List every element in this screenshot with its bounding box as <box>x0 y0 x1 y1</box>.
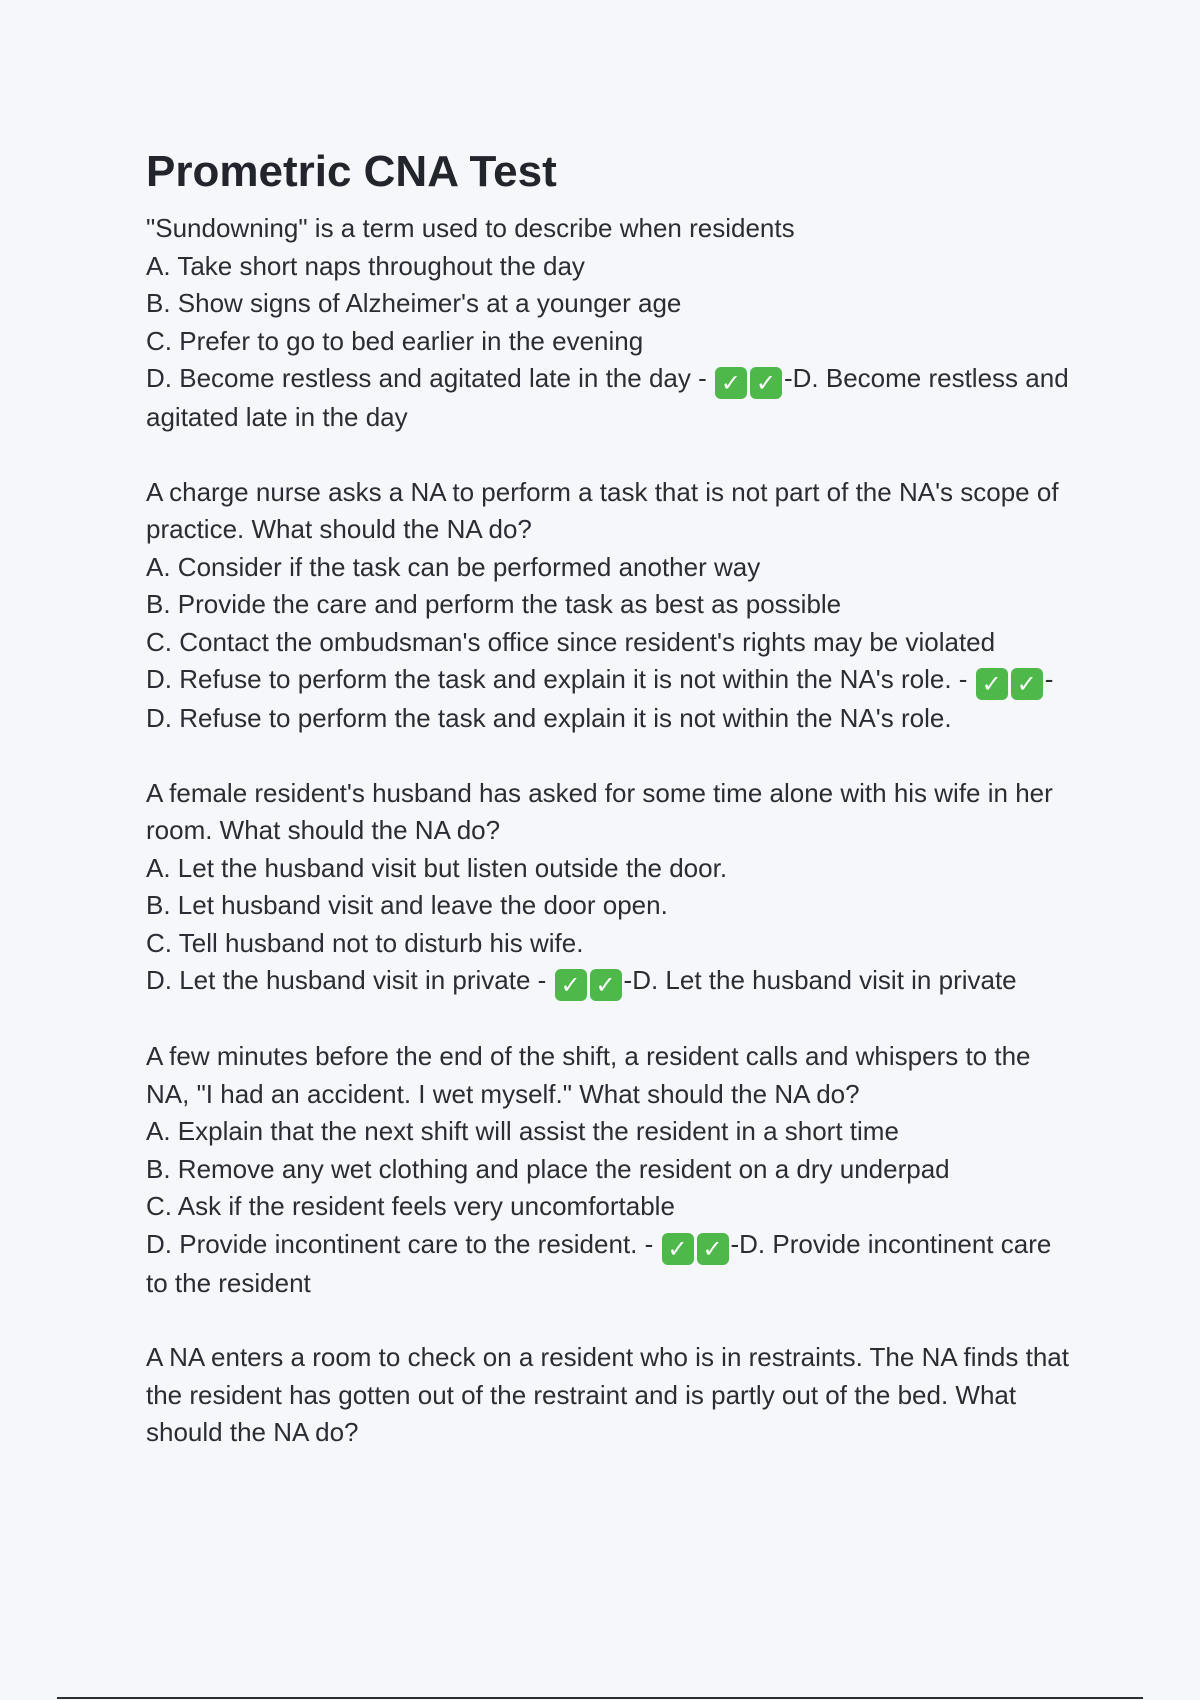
answer-option: C. Prefer to go to bed earlier in the evening <box>146 325 644 356</box>
correct-answer-explanation: -D. Provide incontinent care to the resident <box>146 1228 1052 1298</box>
question-text: A female resident's husband has asked for some time alone with his wife in her room. What should the NA do? <box>146 777 1053 845</box>
question-text: A NA enters a room to check on a resident who is in restraints. The NA finds that the resident has gotten out of the restraint and is partly out of the bed. What should the NA do? <box>146 1342 1069 1447</box>
answer-option: B. Let husband visit and leave the door open. <box>146 890 668 920</box>
correct-answer-option: D. Provide incontinent care to the resident. - <box>146 1228 661 1259</box>
question-block <box>146 1038 1076 1302</box>
answer-option: A. Consider if the task can be performed another way <box>146 551 761 582</box>
correct-answer-explanation: -D. Refuse to perform the task and explain it is not within the NA's role. <box>146 664 1054 733</box>
correct-answer-line <box>146 661 1076 738</box>
correct-answer-option: D. Refuse to perform the task and explain it is not within the NA's role. - <box>146 664 975 694</box>
question-block <box>146 474 1076 738</box>
check-mark-icon: ✓ <box>1011 668 1043 700</box>
answer-option: C. Contact the ombudsman's office since resident's rights may be violated <box>146 626 996 657</box>
correct-answer-explanation: -D. Let the husband visit in private <box>623 965 1017 995</box>
correct-answer-option: D. Become restless and agitated late in the day - <box>146 363 714 393</box>
answer-option: B. Provide the care and perform the task as best as possible <box>146 589 842 619</box>
check-mark-icon: ✓ <box>750 367 782 399</box>
correct-answer-explanation: -D. Become restless and agitated late in the day <box>146 363 1069 432</box>
question-text: "Sundowning" is a term used to describe when residents <box>146 213 795 243</box>
page-title: Prometric CNA Test <box>146 147 557 196</box>
question-block <box>146 1339 1076 1452</box>
check-mark-icon: ✓ <box>662 1233 694 1265</box>
answer-option: A. Let the husband visit but listen outside the door. <box>146 852 728 883</box>
footer-divider <box>57 1697 1143 1699</box>
question-text: A few minutes before the end of the shift, a resident calls and whispers to the NA, "I had an accident. I wet myself." What should the NA do? <box>146 1041 1031 1109</box>
document-content <box>146 146 1076 1489</box>
correct-answer-line <box>146 962 1076 1001</box>
check-mark-icon: ✓ <box>697 1233 729 1265</box>
answer-option: C. Ask if the resident feels very uncomfortable <box>146 1191 675 1221</box>
answer-option: B. Show signs of Alzheimer's at a younger age <box>146 288 682 318</box>
answer-option: A. Take short naps throughout the day <box>146 250 585 281</box>
correct-answer-line <box>146 360 1076 437</box>
correct-answer-line <box>146 1226 1076 1303</box>
question-text: A charge nurse asks a NA to perform a task that is not part of the NA's scope of practice. What should the NA do? <box>146 476 1059 544</box>
correct-answer-option: D. Let the husband visit in private - <box>146 965 554 995</box>
question-block <box>146 775 1076 1002</box>
check-mark-icon: ✓ <box>715 367 747 399</box>
question-block <box>146 210 1076 437</box>
answer-option: A. Explain that the next shift will assist the resident in a short time <box>146 1116 899 1146</box>
answer-option: C. Tell husband not to disturb his wife. <box>146 927 584 958</box>
check-mark-icon: ✓ <box>976 668 1008 700</box>
check-mark-icon: ✓ <box>555 969 587 1001</box>
answer-option: B. Remove any wet clothing and place the resident on a dry underpad <box>146 1153 950 1184</box>
check-mark-icon: ✓ <box>590 969 622 1001</box>
